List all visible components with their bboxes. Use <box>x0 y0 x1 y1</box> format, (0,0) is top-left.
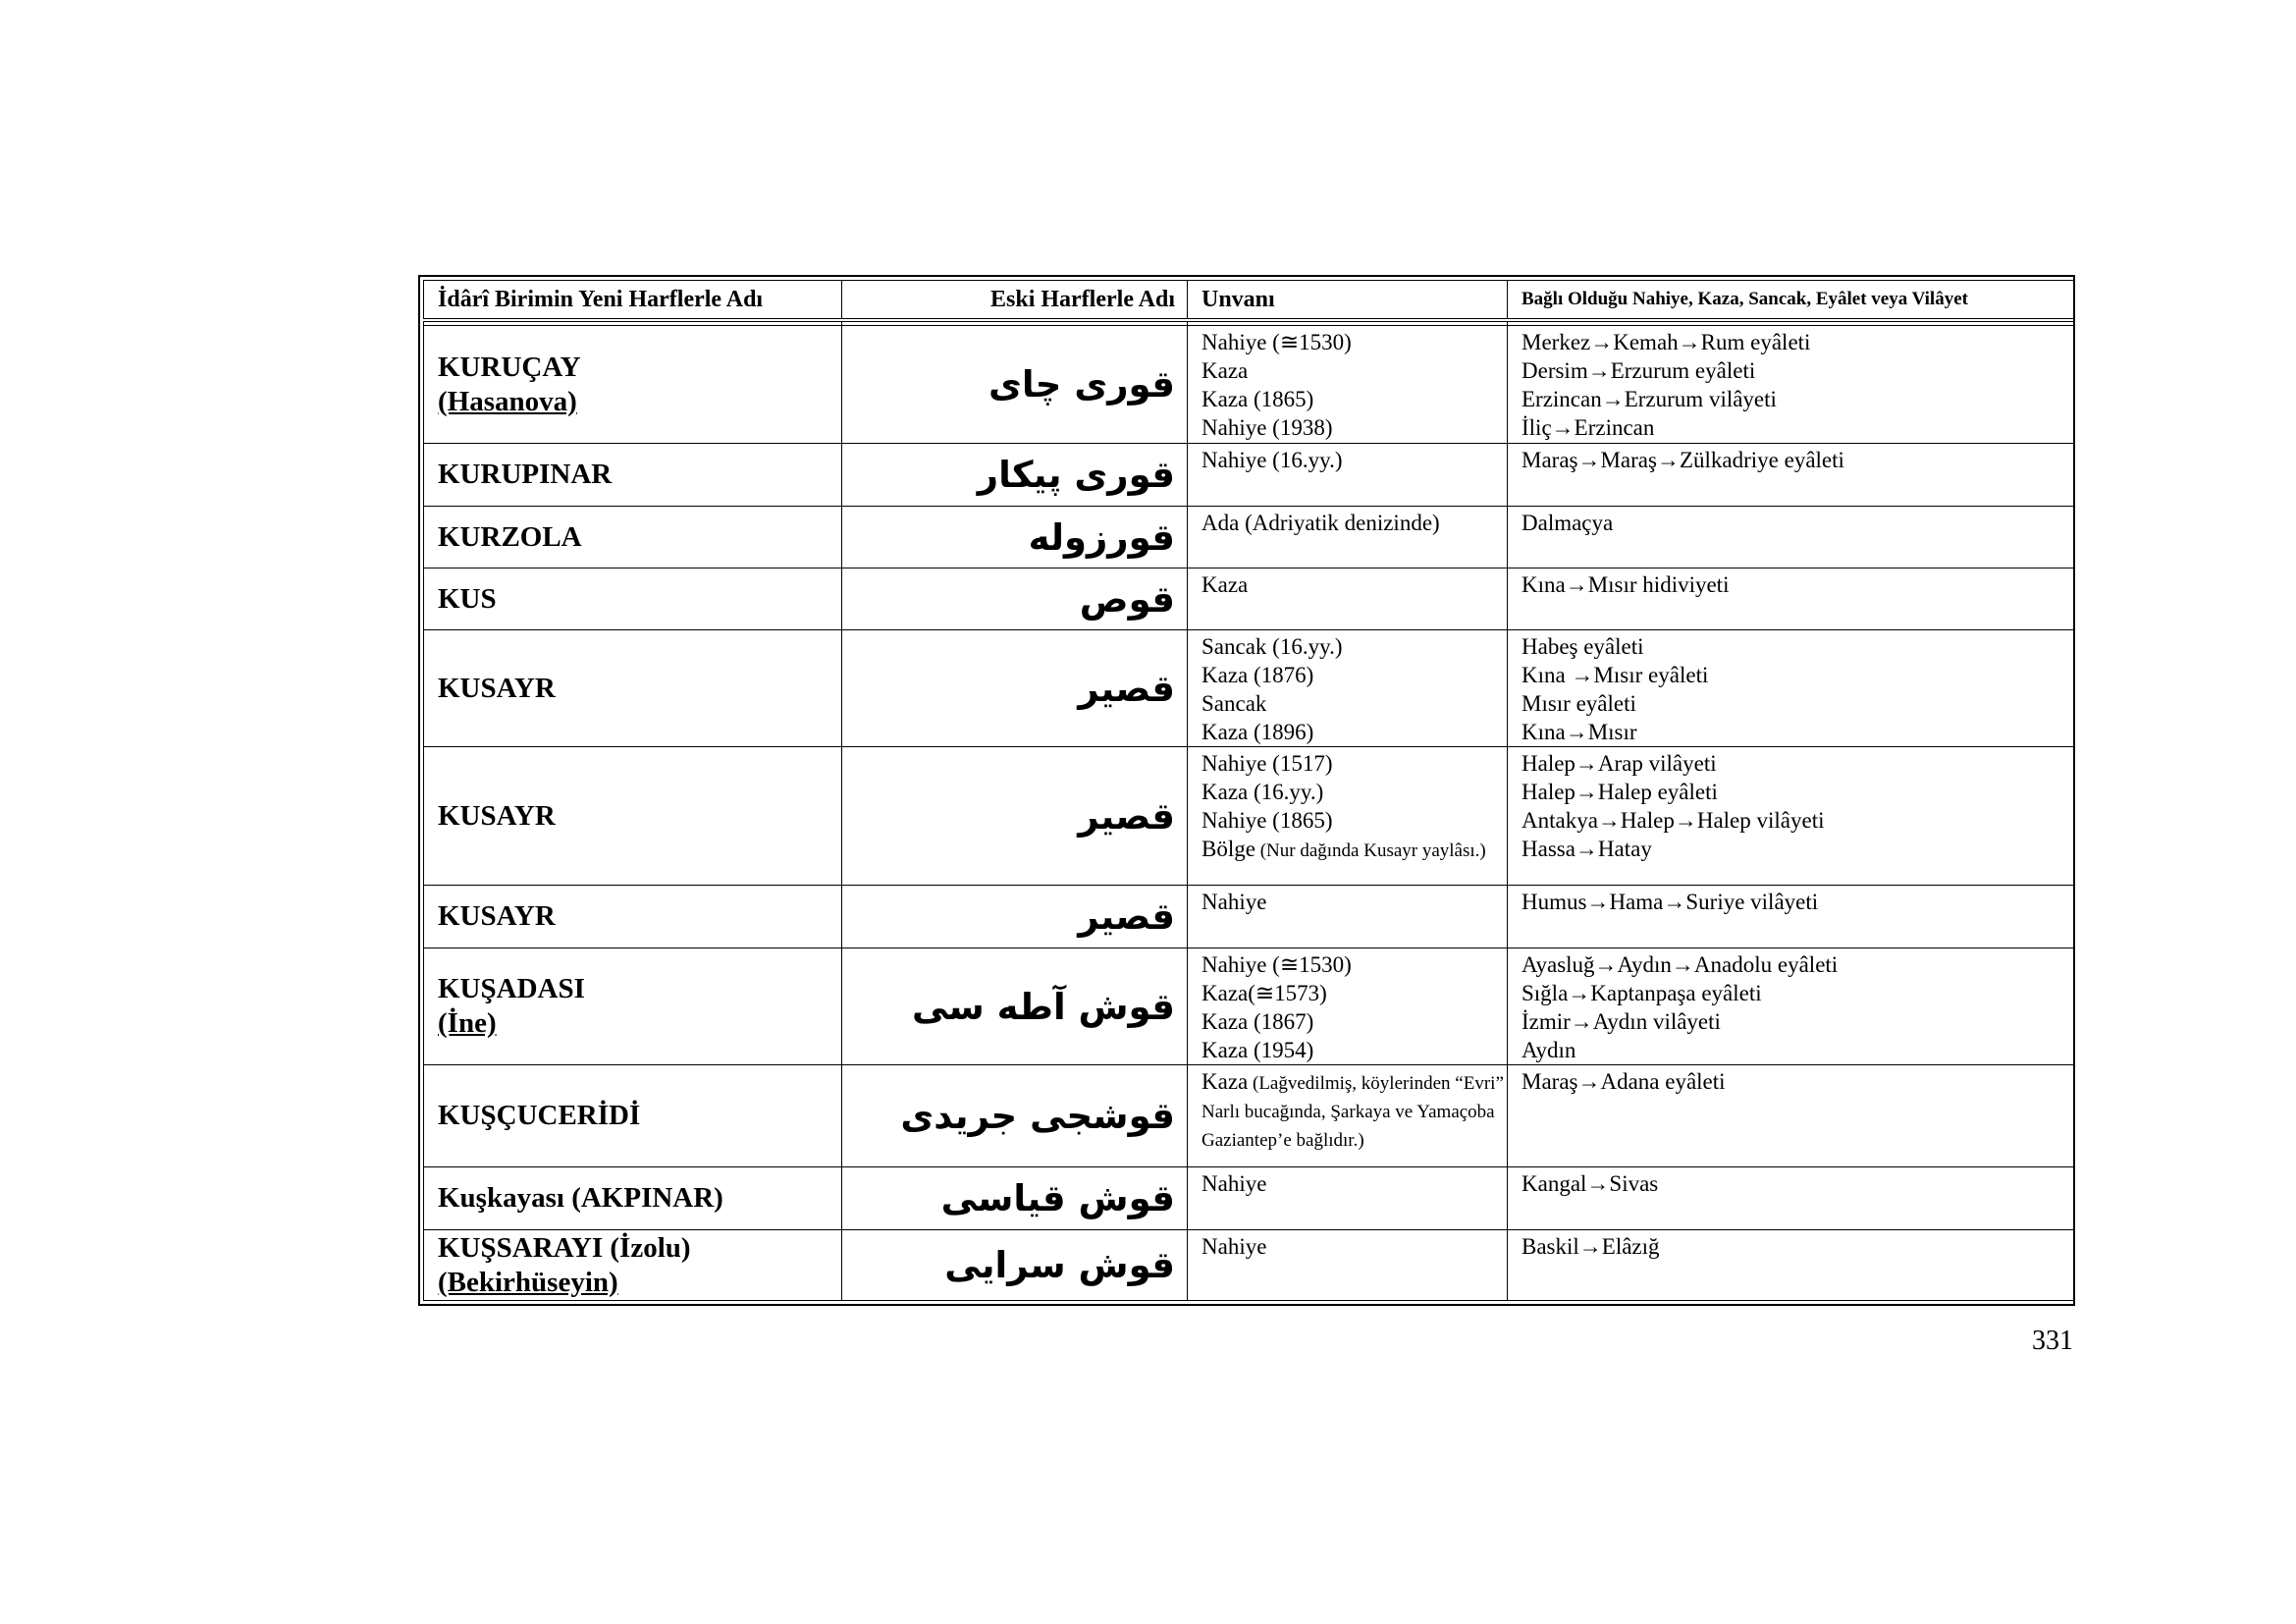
parent-line: Dersim→Erzurum eyâleti <box>1522 358 1756 383</box>
title-line: Kaza (1954) <box>1201 1038 1314 1062</box>
header-old-name: Eski Harflerle Adı <box>842 281 1188 321</box>
old-script-name <box>842 326 1188 444</box>
old-script-text: قوش قياسى <box>940 1177 1175 1219</box>
title-cell <box>1188 1230 1508 1301</box>
title-line: Kaza(≅1573) <box>1201 981 1327 1005</box>
unit-name-cell <box>424 1065 842 1167</box>
parent-cell <box>1508 1065 2075 1167</box>
title-cell <box>1188 444 1508 507</box>
parent-line: Baskil→Elâzığ <box>1522 1234 1660 1259</box>
title-note-detail: (Nur dağında Kusayr yaylâsı.) <box>1255 840 1486 861</box>
unit-alt-name: (Hasanova) <box>438 385 577 417</box>
parent-line: Kına→Mısır hidiviyeti <box>1522 572 1730 597</box>
administrative-units-table <box>423 280 2075 1301</box>
parent-cell <box>1508 886 2075 948</box>
old-script-name <box>842 948 1188 1065</box>
unit-name: KUŞADASI <box>438 973 585 1004</box>
title-cell <box>1188 1065 1508 1167</box>
parent-line: Halep→Arap vilâyeti <box>1522 751 1717 776</box>
table-row <box>424 1065 2075 1167</box>
parent-line: Halep→Halep eyâleti <box>1522 780 1718 804</box>
unit-name: Kuşkayası (AKPINAR) <box>438 1182 723 1214</box>
parent-cell <box>1508 507 2075 568</box>
title-line: Kaza (1896) <box>1201 720 1314 744</box>
unit-name: KUŞSARAYI (İzolu) <box>438 1231 691 1264</box>
parent-line: Dalmaçya <box>1522 511 1614 535</box>
parent-line: Kangal→Sivas <box>1522 1171 1659 1196</box>
unit-name: KUŞÇUCERİDİ <box>438 1100 641 1131</box>
title-cell <box>1188 326 1508 444</box>
unit-name-cell <box>424 630 842 747</box>
page-number: 331 <box>2032 1326 2073 1356</box>
table-row <box>424 630 2075 747</box>
title-line: Nahiye (16.yy.) <box>1201 448 1343 472</box>
parent-line: Humus→Hama→Suriye vilâyeti <box>1522 890 1819 914</box>
title-line: Nahiye <box>1201 890 1267 914</box>
parent-cell <box>1508 630 2075 747</box>
old-script-name <box>842 747 1188 886</box>
old-script-name <box>842 1167 1188 1230</box>
unit-alt-name: (Bekirhüseyin) <box>438 1266 618 1298</box>
header-name: İdârî Birimin Yeni Harflerle Adı <box>424 281 842 321</box>
table-row <box>424 444 2075 507</box>
title-line: Nahiye (≅1530) <box>1201 952 1352 977</box>
title-cell <box>1188 948 1508 1065</box>
parent-cell <box>1508 948 2075 1065</box>
old-script-name <box>842 1065 1188 1167</box>
title-cell <box>1188 507 1508 568</box>
parent-cell <box>1508 1230 2075 1301</box>
table-row <box>424 747 2075 886</box>
title-line: Kaza (1865) <box>1201 387 1314 411</box>
unit-alt-name: (İne) <box>438 1007 497 1039</box>
old-script-text: قصير <box>1078 794 1175 838</box>
title-line: Kaza <box>1201 358 1249 383</box>
parent-line: Merkez→Kemah→Rum eyâleti <box>1522 330 1811 354</box>
title-note <box>1201 1067 1507 1153</box>
table-row <box>424 1167 2075 1230</box>
old-script-text: قوص <box>1079 577 1175 621</box>
old-script-name <box>842 568 1188 630</box>
parent-line: Ayasluğ→Aydın→Anadolu eyâleti <box>1522 952 1839 977</box>
title-line: Nahiye (≅1530) <box>1201 330 1352 354</box>
unit-name-cell <box>424 1230 842 1301</box>
unit-name: KUS <box>438 582 497 615</box>
title-line: Ada (Adriyatik denizinde) <box>1201 511 1440 535</box>
parent-line: Hassa→Hatay <box>1522 837 1652 861</box>
old-script-text: قورزوله <box>1028 515 1175 559</box>
unit-name: KUSAYR <box>438 672 556 704</box>
unit-name-cell <box>424 948 842 1065</box>
header-parent: Bağlı Olduğu Nahiye, Kaza, Sancak, Eyâlet veya Vilâyet <box>1508 281 2075 321</box>
parent-cell <box>1508 326 2075 444</box>
old-script-text: قوش آطه سى <box>911 985 1175 1028</box>
title-note <box>1201 835 1507 863</box>
unit-name-cell <box>424 507 842 568</box>
parent-line: Maraş→Adana eyâleti <box>1522 1069 1726 1094</box>
parent-line: Aydın <box>1522 1038 1576 1062</box>
title-line: Kaza (1876) <box>1201 663 1314 687</box>
old-script-text: قورى پيكار <box>977 454 1175 496</box>
parent-cell <box>1508 568 2075 630</box>
unit-name: KUSAYR <box>438 900 556 932</box>
unit-name: KUSAYR <box>438 799 556 832</box>
old-script-name <box>842 507 1188 568</box>
unit-name-cell <box>424 747 842 886</box>
title-cell <box>1188 886 1508 948</box>
parent-line: İzmir→Aydın vilâyeti <box>1522 1009 1721 1034</box>
unit-name-cell <box>424 1167 842 1230</box>
unit-name-cell <box>424 444 842 507</box>
title-line: Nahiye (1517) <box>1201 751 1333 776</box>
unit-name-cell <box>424 326 842 444</box>
table-row <box>424 568 2075 630</box>
table-frame <box>418 275 2075 1306</box>
title-line: Kaza (1867) <box>1201 1009 1314 1034</box>
parent-line: İliç→Erzincan <box>1522 415 1655 440</box>
parent-line: Mısır eyâleti <box>1522 691 1636 716</box>
old-script-name <box>842 1230 1188 1301</box>
title-line: Nahiye <box>1201 1234 1267 1259</box>
parent-line: Kına→Mısır <box>1522 720 1637 744</box>
title-line: Nahiye (1865) <box>1201 808 1333 833</box>
old-script-text: قوش سرايى <box>944 1244 1175 1286</box>
old-script-name <box>842 630 1188 747</box>
unit-name-cell <box>424 886 842 948</box>
parent-cell <box>1508 1167 2075 1230</box>
title-cell <box>1188 747 1508 886</box>
title-line: Sancak (16.yy.) <box>1201 634 1343 659</box>
parent-cell <box>1508 747 2075 886</box>
table-header-row <box>424 281 2075 321</box>
title-cell <box>1188 1167 1508 1230</box>
old-script-text: قصير <box>1078 667 1175 710</box>
table-row <box>424 326 2075 444</box>
parent-line: Erzincan→Erzurum vilâyeti <box>1522 387 1777 411</box>
table-row <box>424 886 2075 948</box>
old-script-text: قوشجى جريدى <box>900 1095 1175 1137</box>
parent-line: Habeş eyâleti <box>1522 634 1644 659</box>
parent-line: Maraş→Maraş→Zülkadriye eyâleti <box>1522 448 1844 472</box>
title-line: Nahiye (1938) <box>1201 415 1333 440</box>
header-title: Unvanı <box>1188 281 1508 321</box>
unit-name-cell <box>424 568 842 630</box>
title-cell <box>1188 568 1508 630</box>
title-cell <box>1188 630 1508 747</box>
unit-name: KURUÇAY <box>438 351 581 383</box>
title-line: Nahiye <box>1201 1171 1267 1196</box>
table-row <box>424 1230 2075 1301</box>
unit-name: KURZOLA <box>438 520 582 553</box>
title-line: Sancak <box>1201 691 1267 716</box>
old-script-name <box>842 444 1188 507</box>
parent-line: Antakya→Halep→Halep vilâyeti <box>1522 808 1825 833</box>
table-row <box>424 948 2075 1065</box>
title-note-detail: (Lağvedilmiş, köylerinden “Evri” Narlı bucağında, Şarkaya ve Yamaçoba Gaziantep’e bağlıdır.) <box>1201 1073 1504 1151</box>
title-note-main: Bölge <box>1201 837 1255 861</box>
parent-cell <box>1508 444 2075 507</box>
title-note-main: Kaza <box>1201 1069 1249 1094</box>
old-script-name <box>842 886 1188 948</box>
unit-name: KURUPINAR <box>438 459 613 490</box>
parent-line: Kına →Mısır eyâleti <box>1522 663 1709 687</box>
title-line: Kaza (16.yy.) <box>1201 780 1324 804</box>
old-script-text: قورى چاى <box>988 363 1175 406</box>
old-script-text: قصير <box>1078 895 1175 938</box>
parent-line: Sığla→Kaptanpaşa eyâleti <box>1522 981 1762 1005</box>
table-row <box>424 507 2075 568</box>
title-line: Kaza <box>1201 572 1249 597</box>
